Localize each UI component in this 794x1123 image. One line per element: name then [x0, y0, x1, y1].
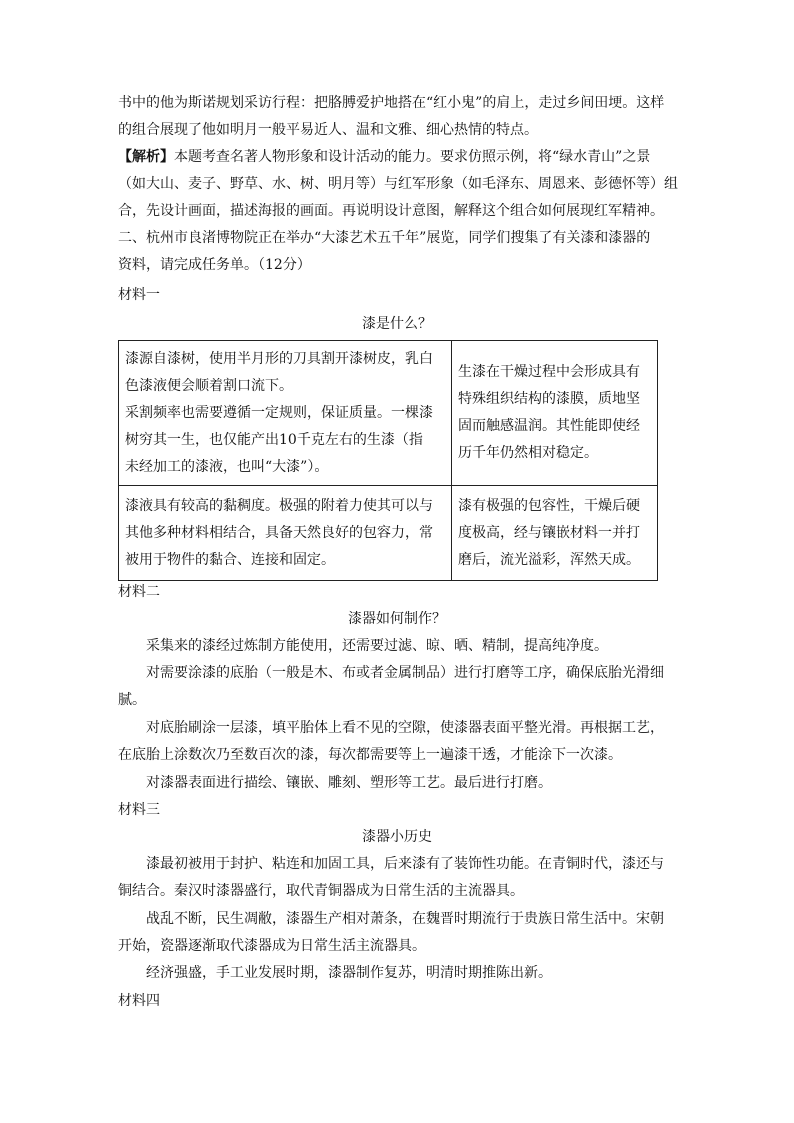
material2-p2-line-1: 对需要涂漆的底胎（一般是木、布或者金属制品）进行打磨等工序，确保底胎光滑细 — [146, 665, 664, 681]
table-cell — [119, 486, 452, 581]
material2-title: 漆器如何制作？ — [348, 611, 446, 627]
table-cell — [452, 341, 658, 486]
section-two-line-1: 二、杭州市良渚博物院正在举办“大漆艺术五千年”展览，同学们搜集了有关漆和漆器的 — [118, 230, 651, 246]
table-cell-text: 漆有极强的包容性，干燥后硬 度极高，经与镶嵌材料一并打 磨后，流光溢彩，浑然天成。 — [458, 497, 640, 568]
material2-p1: 采集来的漆经过炼制方能使用，还需要过滤、晾、晒、精制，提高纯净度。 — [146, 638, 608, 654]
table-cell — [119, 341, 452, 486]
analysis-text-1: 本题考查名著人物形象和设计活动的能力。要求仿照示例，将“绿水青山”之景 — [174, 149, 651, 165]
material1-title: 漆是什么？ — [362, 316, 432, 332]
table-cell-text: 漆液具有较高的黏稠度。极强的附着力使其可以与 其他多种材料相结合，具备天然良好的包容力，常 被用于物件的黏合、连接和固定。 — [125, 497, 433, 568]
top-paragraph-line-2: 的组合展现了他如明月一般平易近人、温和文雅、细心热情的特点。 — [118, 122, 538, 138]
material3-p1-line-2: 铜结合。秦汉时漆器盛行，取代青铜器成为日常生活的主流器具。 — [118, 883, 524, 899]
table-row — [119, 486, 658, 581]
top-paragraph-line-1: 书中的他为斯诺规划采访行程：把胳膊爱护地搭在“红小鬼”的肩上，走过乡间田埂。这样 — [118, 95, 665, 111]
analysis-line-1 — [118, 146, 650, 168]
material3-p1-line-1: 漆最初被用于封护、粘连和加固工具，后来漆有了装饰性功能。在青铜时代，漆还与 — [146, 856, 664, 872]
material2-p3-line-2: 在底胎上涂数次乃至数百次的漆，每次都需要等上一遍漆干透，才能涂下一次漆。 — [118, 747, 622, 763]
analysis-line-3: 合，先设计画面，描述海报的画面。再说明设计意图，解释这个组合如何展现红军精神。 — [118, 203, 664, 219]
material1-table — [118, 340, 658, 581]
material2-label: 材料二 — [118, 584, 160, 600]
table-cell-text: 漆源自漆树，使用半月形的刀具割开漆树皮，乳白 色漆液便会顺着割口流下。 采割频率也需要遵循一定规则，保证质量。一棵漆 树穷其一生，也仅能产出10千克左右的生漆（指 未经加工的漆液，也叫“大漆”）。 — [125, 350, 433, 475]
analysis-line-2: （如大山、麦子、野草、水、树、明月等）与红军形象（如毛泽东、周恩来、彭德怀等）组 — [118, 176, 678, 192]
material4-label: 材料四 — [118, 993, 160, 1009]
material3-p3: 经济强盛，手工业发展时期，漆器制作复苏，明清时期推陈出新。 — [146, 965, 552, 981]
material3-p2-line-1: 战乱不断，民生凋敝，漆器生产相对萧条，在魏晋时期流行于贵族日常生活中。宋朝 — [146, 911, 664, 927]
table-row — [119, 341, 658, 486]
material2-p2-line-2: 腻。 — [118, 692, 146, 708]
analysis-tag: 【解析】 — [118, 149, 174, 165]
material3-title: 漆器小历史 — [362, 829, 432, 845]
material3-label: 材料三 — [118, 802, 160, 818]
material3-p2-line-2: 开始，瓷器逐渐取代漆器成为日常生活主流器具。 — [118, 938, 426, 954]
section-two-line-2: 资料，请完成任务单。（12分） — [118, 257, 311, 273]
material2-p3-line-1: 对底胎刷涂一层漆，填平胎体上看不见的空隙，使漆器表面平整光滑。再根据工艺， — [146, 720, 664, 736]
table-cell-text: 生漆在干燥过程中会形成具有 特殊组织结构的漆膜，质地坚 固而触感温润。其性能即使经 历千年仍然相对稳定。 — [458, 364, 640, 461]
table-cell — [452, 486, 658, 581]
material1-label: 材料一 — [118, 287, 160, 303]
material2-p4: 对漆器表面进行描绘、镶嵌、雕刻、塑形等工艺。最后进行打磨。 — [146, 775, 552, 791]
